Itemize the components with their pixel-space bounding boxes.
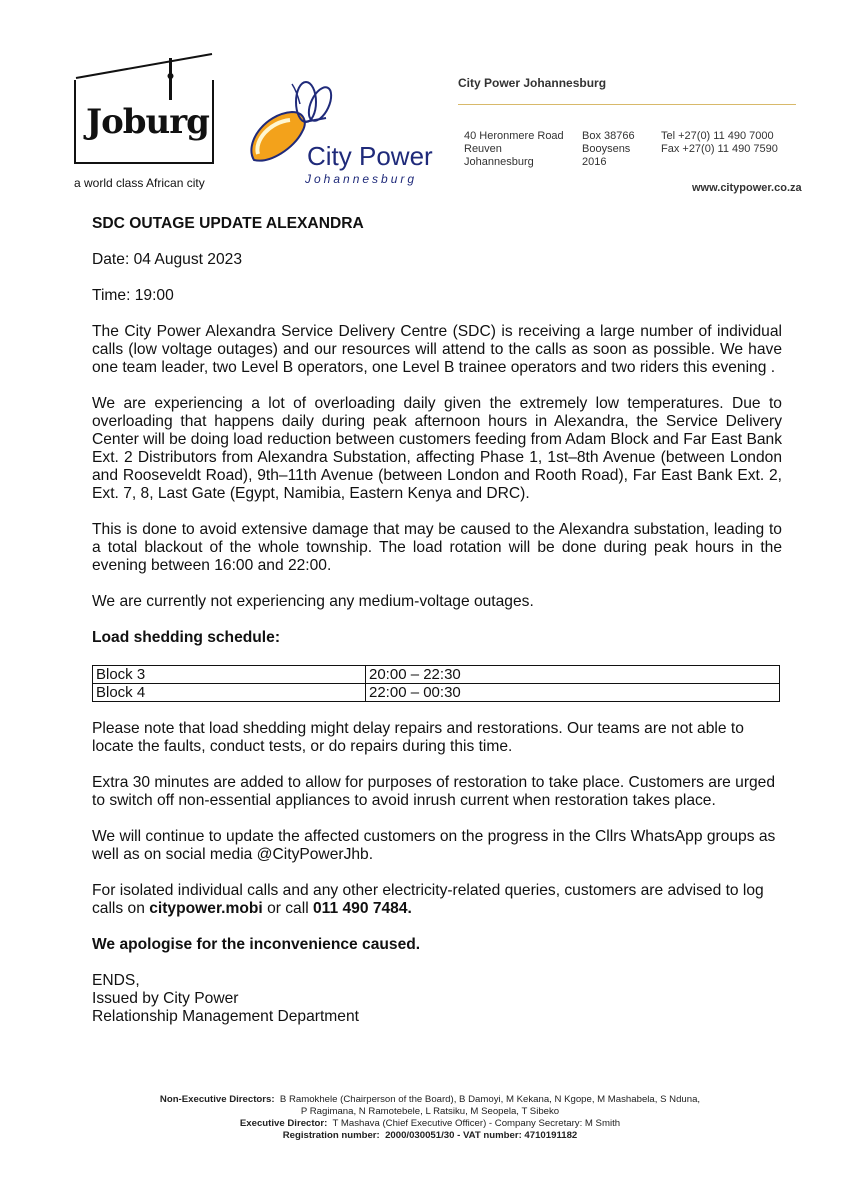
fax-line: Fax +27(0) 11 490 7590 (661, 143, 778, 155)
time-cell: 20:00 – 22:30 (366, 666, 780, 684)
document-date: Date: 04 August 2023 (92, 251, 242, 268)
org-title: City Power Johannesburg (458, 76, 607, 90)
box-line: Box 38766 (582, 130, 635, 142)
letterhead-divider (458, 104, 796, 105)
time-cell: 22:00 – 00:30 (366, 684, 780, 702)
block-cell: Block 3 (93, 666, 366, 684)
table-row (93, 666, 780, 684)
paragraph-updates: We will continue to update the affected customers on the progress in the Cllrs WhatsApp groups as well as on social media @CityPowerJhb. (92, 828, 776, 863)
box-line: 2016 (582, 156, 607, 168)
phone-line: Tel +27(0) 11 490 7000 (661, 130, 774, 142)
address-block (464, 130, 564, 169)
postal-box-block (582, 130, 635, 169)
ned-line-2: P Ragimana, N Ramotebele, L Ratsiku, M Seopela, T Sibeko (300, 1106, 560, 1117)
exec-line: Executive Director: T Mashava (Chief Executive Officer) - Company Secretary: M Smith (239, 1118, 621, 1129)
city-power-logo-sub: Johannesburg (305, 172, 418, 186)
website-link[interactable]: www.citypower.co.za (692, 182, 802, 194)
address-line: Reuven (464, 143, 502, 155)
ends-line: ENDS, (92, 972, 140, 989)
block-cell: Block 4 (93, 684, 366, 702)
issued-by-line: Issued by City Power (92, 990, 239, 1007)
paragraph-resources: The City Power Alexandra Service Delivery Centre (SDC) is receiving a large number of individual calls (low voltage outages) and our resources will attend to the calls as soon as possible. We have one team leader, two Level B operators, one Level B trainee operators and two riders this evening . (92, 323, 782, 376)
paragraph-repairs-delay: Please note that load shedding might delay repairs and restorations. Our teams are not able to locate the faults, conduct tests, or do repairs during this time. (92, 720, 744, 755)
department-line: Relationship Management Department (92, 1008, 359, 1025)
paragraph-overloading: We are experiencing a lot of overloading daily given the extremely low temperatures. Due to overloading that happens daily during peak afternoon hours in Alexandra, the Service Delivery Center will be doing load reduction between customers feeding from Adam Block and Far East Bank Ext. 2 Distributors from Alexandra Substation, affecting Phase 1, 1st–8th Avenue (between London and Rooseveldt Road), 9th–11th Avenue (between London and Rooth Road), Far East Bank Ext. 2, Ext. 7, 8, Last Gate (Egypt, Namibia, Eastern Kenya and DRC). (92, 395, 782, 502)
paragraph-mv-status: We are currently not experiencing any medium-voltage outages. (92, 593, 534, 610)
paragraph-restoration: Extra 30 minutes are added to allow for purposes of restoration to take place. Customers are urged to switch off non-essential appliances to avoid inrush current when restoration takes place. (92, 774, 776, 809)
paragraph-queries: For isolated individual calls and any other electricity-related queries, customers are advised to log calls on citypower.mobi or call 011 490 7484. (92, 882, 764, 917)
joburg-tagline: a world class African city (74, 176, 205, 190)
joburg-logo-text: Joburg (86, 102, 209, 142)
citypower-mobi-link[interactable]: citypower.mobi (149, 900, 263, 917)
load-shedding-table (92, 665, 780, 702)
box-line: Booysens (582, 143, 631, 155)
address-line: 40 Heronmere Road (464, 130, 564, 142)
city-power-logo-name: City Power (307, 141, 433, 171)
registration-line: Registration number: 2000/030051/30 - VAT number: 4710191182 (282, 1130, 578, 1141)
paragraph-blackout-risk: This is done to avoid extensive damage that may be caused to the Alexandra substation, leading to a total blackout of the whole township. The load rotation will be done during peak hours in the evening between 16:00 and 22:00. (92, 521, 782, 574)
table-row (93, 684, 780, 702)
document-title: SDC OUTAGE UPDATE ALEXANDRA (92, 215, 364, 232)
document-body (92, 215, 782, 1026)
phone-block (661, 130, 778, 156)
schedule-heading: Load shedding schedule: (92, 629, 281, 646)
document-time: Time: 19:00 (92, 287, 174, 304)
board-footer (110, 1094, 750, 1142)
apology: We apologise for the inconvenience caused. (92, 936, 421, 953)
call-center-number: 011 490 7484. (313, 900, 412, 917)
address-line: Johannesburg (464, 156, 534, 168)
ned-line: Non-Executive Directors: B Ramokhele (Chairperson of the Board), B Damoyi, M Kekana, N Kgope, M Mashabela, S Nduna, (159, 1094, 701, 1105)
